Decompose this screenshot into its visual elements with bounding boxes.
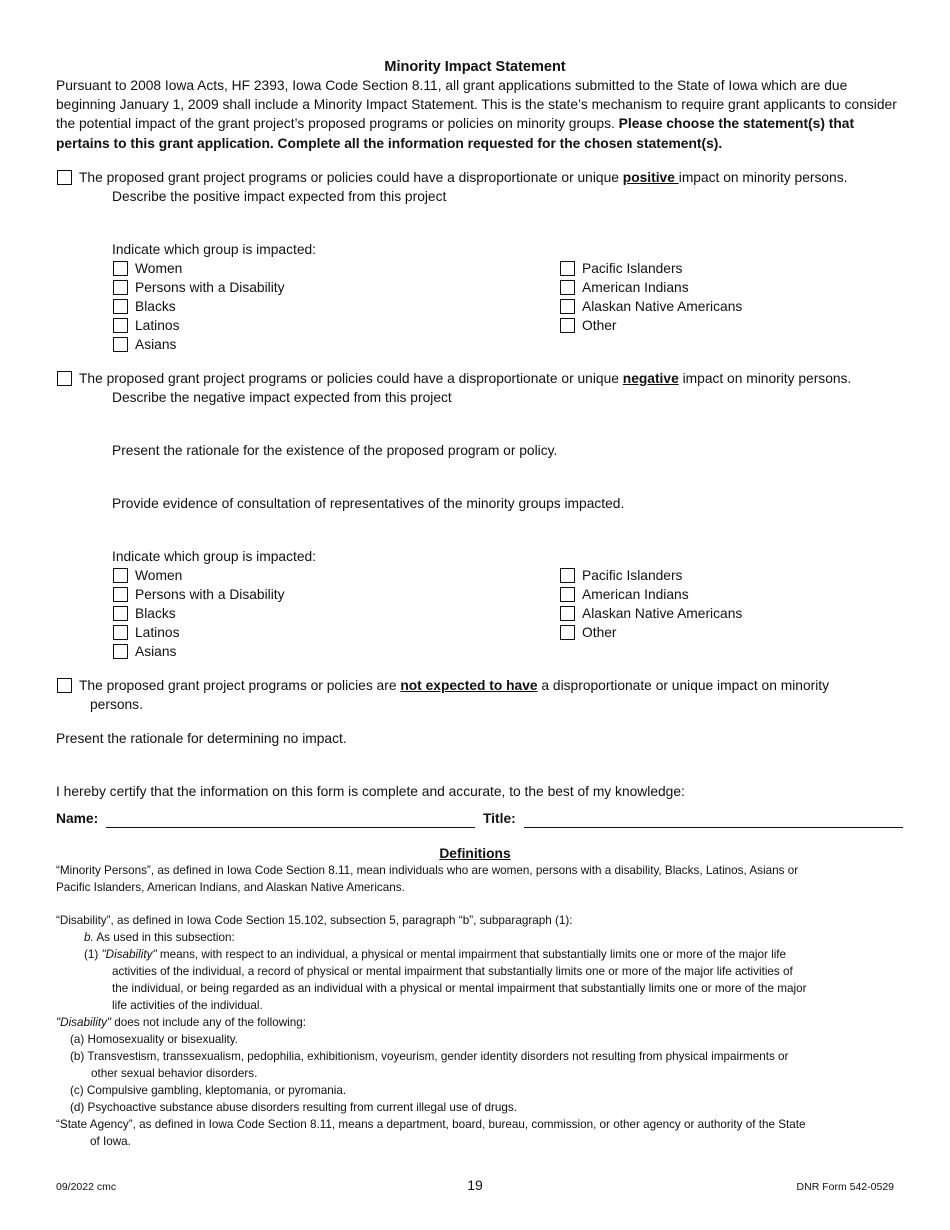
positive-asians-checkbox[interactable] <box>113 337 128 352</box>
negative-pacific-islanders-label: Pacific Islanders <box>582 568 683 583</box>
minority-definition-line-2: Pacific Islanders, American Indians, and Alaskan Native Americans. <box>56 881 405 894</box>
title-field[interactable] <box>524 827 903 828</box>
name-field[interactable] <box>106 827 475 828</box>
negative-statement-end: impact on minority persons. <box>678 371 852 386</box>
footer-date: 09/2022 cmc <box>56 1181 117 1193</box>
state-agency-definition-line-2: of Iowa. <box>90 1135 131 1148</box>
negative-disability-label: Persons with a Disability <box>135 587 285 602</box>
negative-alaskan-native-checkbox[interactable] <box>560 606 575 621</box>
positive-pacific-islanders-checkbox[interactable] <box>560 261 575 276</box>
positive-alaskan-native-checkbox[interactable] <box>560 299 575 314</box>
negative-impact-statement <box>79 369 851 388</box>
negative-impact-checkbox[interactable] <box>57 371 72 386</box>
paragraph-1-line-1 <box>84 946 786 963</box>
title-label: Title: <box>483 811 516 826</box>
exclusions-term: "Disability" <box>56 1016 112 1029</box>
negative-alaskan-native-label: Alaskan Native Americans <box>582 606 743 621</box>
positive-american-indians-label: American Indians <box>582 280 689 295</box>
positive-women-label: Women <box>135 261 183 276</box>
positive-group-prompt: Indicate which group is impacted: <box>112 242 316 257</box>
exclusions-text: does not include any of the following: <box>111 1016 306 1029</box>
positive-disability-checkbox[interactable] <box>113 280 128 295</box>
state-agency-definition-line-1: “State Agency”, as defined in Iowa Code Section 8.11, means a department, board, bureau, commission, or other agency or authority of the State <box>56 1118 806 1131</box>
negative-evidence-label: Provide evidence of consultation of representatives of the minority groups impacted. <box>112 496 625 511</box>
page-number: 19 <box>467 1177 483 1193</box>
positive-american-indians-checkbox[interactable] <box>560 280 575 295</box>
negative-rationale-label: Present the rationale for the existence of the proposed program or policy. <box>112 443 558 458</box>
positive-describe-label: Describe the positive impact expected from this project <box>112 189 447 204</box>
paragraph-1-term: "Disability" <box>101 948 157 961</box>
no-impact-continuation: persons. <box>90 697 143 712</box>
paragraph-1-line-2: activities of the individual, a record of physical or mental impairment that substantially limits one or more of the major life activities of <box>112 965 793 978</box>
negative-other-label: Other <box>582 625 617 640</box>
paragraph-1-line-4: life activities of the individual. <box>112 999 263 1012</box>
positive-latinos-checkbox[interactable] <box>113 318 128 333</box>
intro-instructions: Please choose the statement(s) that pertains to this grant application. Complete all the information requested for the chosen statement(s). <box>56 116 855 151</box>
minority-definition-line-1: “Minority Persons”, as defined in Iowa Code Section 8.11, mean individuals who are women, persons with a disability, Blacks, Latinos, Asians or <box>56 864 799 877</box>
page-title: Minority Impact Statement <box>384 59 566 75</box>
negative-describe-label: Describe the negative impact expected from this project <box>112 390 452 405</box>
positive-blacks-checkbox[interactable] <box>113 299 128 314</box>
negative-asians-checkbox[interactable] <box>113 644 128 659</box>
subsection-b <box>84 929 235 946</box>
certification-text: I hereby certify that the information on this form is complete and accurate, to the best of my knowledge: <box>56 784 685 799</box>
positive-statement-end: impact on minority persons. <box>678 170 848 185</box>
positive-alaskan-native-label: Alaskan Native Americans <box>582 299 743 314</box>
disability-definition-intro: “Disability”, as defined in Iowa Code Section 15.102, subsection 5, paragraph “b”, subparagraph (1): <box>56 914 573 927</box>
exclusion-b-line-1: (b) Transvestism, transsexualism, pedophilia, exhibitionism, voyeurism, gender identity disorders not resulting from physical impairments or <box>70 1050 789 1063</box>
intro-text: Pursuant to 2008 Iowa Acts, HF 2393, Iowa Code Section 8.11, all grant applications submitted to the State of Iowa which are due beginning January 1, 2009 shall include a Minority Impact Statement. This is the state’s mechanism to require grant applicants to consider the potential impact of the grant project’s proposed programs or policies on minority groups. <box>56 78 897 132</box>
negative-disability-checkbox[interactable] <box>113 587 128 602</box>
negative-american-indians-label: American Indians <box>582 587 689 602</box>
subsection-b-text: As used in this subsection: <box>93 931 235 944</box>
no-impact-text-end: a disproportionate or unique impact on minority <box>537 678 830 693</box>
paragraph-1-prefix: (1) <box>84 948 102 961</box>
negative-pacific-islanders-checkbox[interactable] <box>560 568 575 583</box>
name-label: Name: <box>56 811 99 826</box>
positive-women-checkbox[interactable] <box>113 261 128 276</box>
positive-other-checkbox[interactable] <box>560 318 575 333</box>
positive-disability-label: Persons with a Disability <box>135 280 285 295</box>
negative-latinos-label: Latinos <box>135 625 180 640</box>
negative-latinos-checkbox[interactable] <box>113 625 128 640</box>
positive-asians-label: Asians <box>135 337 177 352</box>
form-number: DNR Form 542-0529 <box>796 1181 894 1193</box>
exclusion-c: (c) Compulsive gambling, kleptomania, or pyromania. <box>70 1084 347 1097</box>
positive-keyword: positive <box>622 170 679 185</box>
positive-other-label: Other <box>582 318 617 333</box>
positive-statement-text: The proposed grant project programs or policies could have a disproportionate or unique <box>79 170 623 185</box>
definitions-heading: Definitions <box>439 846 511 861</box>
subsection-b-label: b. <box>84 931 94 944</box>
exclusion-d: (d) Psychoactive substance abuse disorders resulting from current illegal use of drugs. <box>70 1101 517 1114</box>
paragraph-1-text: means, with respect to an individual, a physical or mental impairment that substantially limits one or more of the major life <box>156 948 787 961</box>
positive-latinos-label: Latinos <box>135 318 180 333</box>
positive-pacific-islanders-label: Pacific Islanders <box>582 261 683 276</box>
negative-american-indians-checkbox[interactable] <box>560 587 575 602</box>
no-impact-statement <box>79 676 829 695</box>
disability-exclusions-intro <box>56 1014 306 1031</box>
intro-paragraph <box>56 76 901 153</box>
no-impact-keyword: not expected to have <box>400 678 538 693</box>
negative-other-checkbox[interactable] <box>560 625 575 640</box>
negative-blacks-label: Blacks <box>135 606 176 621</box>
exclusion-a: (a) Homosexuality or bisexuality. <box>70 1033 239 1046</box>
negative-women-label: Women <box>135 568 183 583</box>
paragraph-1-line-3: the individual, or being regarded as an individual with a physical or mental impairment that substantially limits one or more of the major <box>112 982 807 995</box>
negative-group-prompt: Indicate which group is impacted: <box>112 549 316 564</box>
negative-women-checkbox[interactable] <box>113 568 128 583</box>
no-impact-text: The proposed grant project programs or policies are <box>79 678 401 693</box>
exclusion-b-line-2: other sexual behavior disorders. <box>91 1067 258 1080</box>
no-impact-rationale-label: Present the rationale for determining no impact. <box>56 731 347 746</box>
negative-keyword: negative <box>622 371 679 386</box>
positive-impact-statement <box>79 168 847 187</box>
no-impact-checkbox[interactable] <box>57 678 72 693</box>
negative-blacks-checkbox[interactable] <box>113 606 128 621</box>
positive-blacks-label: Blacks <box>135 299 176 314</box>
negative-asians-label: Asians <box>135 644 177 659</box>
positive-impact-checkbox[interactable] <box>57 170 72 185</box>
negative-statement-text: The proposed grant project programs or policies could have a disproportionate or unique <box>79 371 623 386</box>
